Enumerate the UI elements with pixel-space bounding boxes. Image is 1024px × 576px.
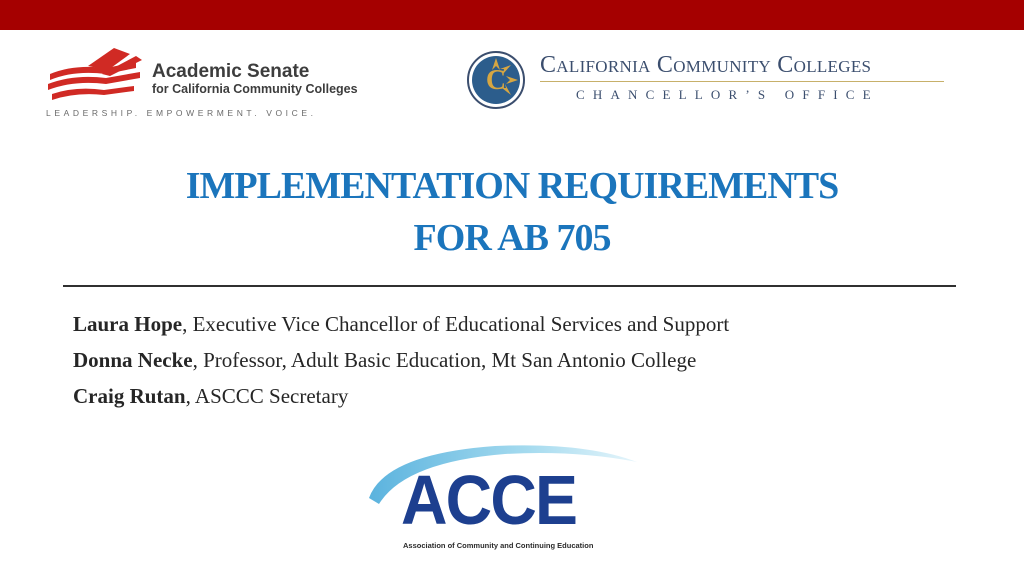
speaker-role: , ASCCC Secretary <box>185 384 349 408</box>
chancellors-office-rule <box>540 81 944 82</box>
top-banner-bar <box>0 0 1024 30</box>
speaker-item <box>73 306 729 342</box>
slide-title-line-1: IMPLEMENTATION REQUIREMENTS <box>185 165 839 207</box>
slide-title-line-2: FOR AB 705 <box>413 217 611 259</box>
speaker-name: Laura Hope <box>73 312 183 336</box>
slide-title <box>0 160 1024 264</box>
academic-senate-logo <box>40 44 420 124</box>
speaker-role: , Executive Vice Chancellor of Educational Services and Support <box>182 312 730 336</box>
speaker-name: Craig Rutan <box>73 384 186 408</box>
speaker-item <box>73 342 729 378</box>
academic-senate-subtitle: for California Community Colleges <box>152 82 358 96</box>
academic-senate-book-icon <box>44 44 144 102</box>
speaker-item <box>73 378 729 414</box>
acce-caption: Association of Community and Continuing Education <box>403 541 594 550</box>
speaker-name: Donna Necke <box>73 348 193 372</box>
chancellors-office-name: California Community Colleges <box>540 52 872 78</box>
academic-senate-name: Academic Senate <box>152 61 310 82</box>
seal-letter: C <box>485 65 507 96</box>
speaker-list <box>73 306 729 414</box>
acce-logo <box>365 440 640 555</box>
title-divider <box>63 285 956 287</box>
academic-senate-tagline: LEADERSHIP. EMPOWERMENT. VOICE. <box>46 108 317 118</box>
chancellors-office-logo <box>466 50 966 110</box>
speaker-role: , Professor, Adult Basic Education, Mt San Antonio College <box>192 348 697 372</box>
chancellors-office-seal-icon <box>466 50 526 110</box>
chancellors-office-subtitle: CHANCELLOR’S OFFICE <box>576 87 879 102</box>
acce-wordmark: ACCE <box>401 461 577 539</box>
